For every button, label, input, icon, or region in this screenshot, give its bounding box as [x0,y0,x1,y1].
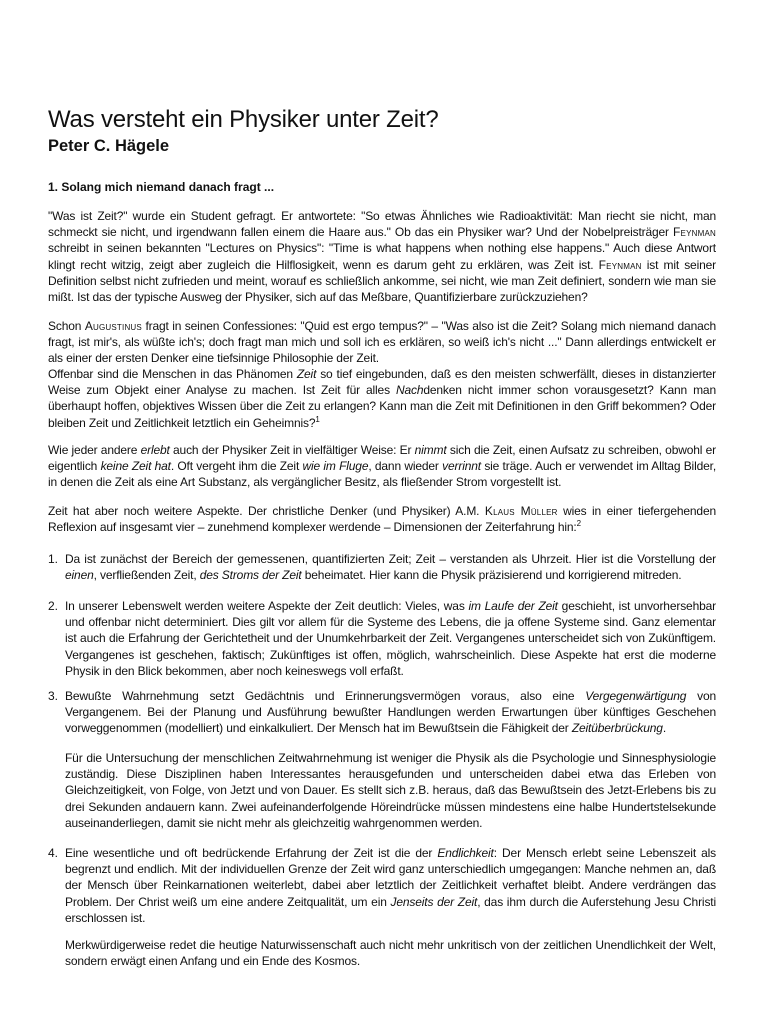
paragraph-2: Schon Augustinus fragt in seinen Confessiones: "Quid est ergo tempus?" – "Was also ist die Zeit? Solang mich niemand danach fragt, ist mir's, als wüßte ich's; doch fragt man mich und soll ich es erklären, so weiß ich's nicht ..." Dann allerdings entwickelt er als einer der ersten Denker eine tiefsinnige Philosophie der Zeit. [48,319,716,366]
author-name: Peter C. Hägele [48,137,170,155]
list-number: 3. [48,689,59,703]
list-number: 1. [48,552,59,566]
list-item-text: In unserer Lebenswelt werden weitere Aspekte der Zeit deutlich: Vieles, was im Laufe der Zeit geschieht, ist unvorhersehbar und offenbar nicht determiniert. Dies gilt vor allem für die Systeme des Lebens, die ja offene Systeme sind. Ganz elementar ist auch die Erfahrung der Gerichtetheit und der Unumkehrbarkeit der Zeit. Vergangenes unterscheidet sich von Zukünftigem. Vergangenes ist geschehen, faktisch; Zukünftiges ist offen, möglich, wahrscheinlich. Diese Aspekte hat erst die moderne Physik in den Blick bekommen, aber noch keineswegs voll erfaßt. [65,599,716,678]
section-heading: 1. Solang mich niemand danach fragt ... [48,180,275,194]
list-item-text: Eine wesentliche und oft bedrückende Erfahrung der Zeit ist die der Endlichkeit: Der Mensch erlebt seine Lebenszeit als begrenzt und endlich. Mit der individuellen Grenze der Zeit wird ganz unterschiedlich umgegangen: Manche nehmen an, daß der Mensch über Reinkarnationen weiterlebt, dabei aber letztlich der Zeitlichkeit verhaftet bleibt. Andere verdrängen das Problem. Der Christ weiß um eine andere Zeitqualität, um ein Jenseits der Zeit, das ihm durch die Auferstehung Jesu Christi erschlossen ist. [65,846,716,925]
list-item-text: Bewußte Wahrnehmung setzt Gedächtnis und Erinnerungsvermögen voraus, also eine Vergegenwärtigung von Vergangenem. Bei der Planung und Ausführung bewußter Handlungen werden Erwartungen über künftiges Geschehen vorweggenommen (modelliert) und einkalkuliert. Der Mensch hat im Bewußtsein die Fähigkeit der Zeitüberbrückung. [65,689,716,736]
footnote-ref-1: 1 [315,414,320,424]
list-item-text: Da ist zunächst der Bereich der gemessenen, quantifizierten Zeit; Zeit – verstanden als Uhrzeit. Hier ist die Vorstellung der einen, verfließenden Zeit, des Stroms der Zeit beheimatet. Hier kann die Physik präzisierend und korrigierend mitreden. [65,552,716,583]
paragraph-5: Zeit hat aber noch weitere Aspekte. Der christliche Denker (und Physiker) A.M. Klaus Müller wies in einer tiefergehenden Reflexion auf insgesamt vier – zunehmend komplexer werdende – Dimensionen der Zeiterfahrung hin:$^2$ [48,504,716,535]
footnote-ref-2: 2 [576,519,581,529]
list-item-subparagraph: Merkwürdigerweise redet die heutige Naturwissenschaft auch nicht mehr unkritisch von der zeitlichen Unendlichkeit der Welt, sondern erwägt einen Anfang und ein Ende des Kosmos. [65,938,716,969]
list-number: 4. [48,846,59,860]
page-title: Was versteht ein Physiker unter Zeit? [48,106,439,133]
list-number: 2. [48,599,59,613]
paragraph-3: Offenbar sind die Menschen in das Phänomen Zeit so tief eingebunden, daß es den meisten schwerfällt, dieses in distanzierter Weise zum Objekt einer Analyse zu machen. Ist Zeit für alles Nachdenken nicht immer schon vorausgesetzt? Kann man überhaupt hoffen, objektives Wissen über die Zeit zu erlangen? Kann man die Zeit mit Definitionen in den Griff bekommen? Oder bleiben Zeit und Zeitlichkeit letztlich ein Geheimnis?$^1$ [48,367,716,430]
paragraph-1: "Was ist Zeit?" wurde ein Student gefragt. Er antwortete: "So etwas Ähnliches wie Radioaktivität: Man riecht sie nicht, man schmeckt sie nicht, und irgendwann fallen einem die Haare aus." Ob das ein Physiker war? Und der Nobelpreisträger Feynman schreibt in seinen bekannten "Lectures on Physics": "Time is what happens when nothing else happens." Auch diese Antwort klingt recht witzig, zeigt aber zugleich die Hilflosigkeit, wenn es darum geht zu erklären, was Zeit ist. Feynman ist mit seiner Definition selbst nicht zufrieden und meint, worauf es schließlich ankomme, sei nicht, wie man Zeit definiert, sondern wie man sie mißt. Ist das der typische Ausweg der Physiker, sich auf das Meßbare, Quantifizierbare zurückzuziehen? [48,209,716,305]
list-item-subparagraph: Für die Untersuchung der menschlichen Zeitwahrnehmung ist weniger die Physik als die Psychologie und Sinnesphysiologie zuständig. Diese Disziplinen haben Interessantes herausgefunden und unterscheiden dabei etwa das Erleben von Gleichzeitigkeit, von Folge, von Jetzt und von Dauer. Es stellt sich z.B. heraus, daß das Bewußtsein des Jetzt-Erlebens bis zu drei Sekunden andauern kann. Zwei aufeinanderfolgende Höreindrücke müssen mindestens eine halbe Hundertstelsekunde auseinanderliegen, damit sie nicht mehr als gleichzeitig wahrgenommen werden. [65,751,716,830]
paragraph-4: Wie jeder andere erlebt auch der Physiker Zeit in vielfältiger Weise: Er nimmt sich die Zeit, einen Aufsatz zu schreiben, obwohl er eigentlich keine Zeit hat. Oft vergeht ihm die Zeit wie im Fluge, dann wieder verrinnt sie träge. Auch er verwendet im Alltag Bilder, in denen die Zeit als eine Art Substanz, als vergänglicher Besitz, als fließender Strom vorgestellt ist. [48,443,717,490]
